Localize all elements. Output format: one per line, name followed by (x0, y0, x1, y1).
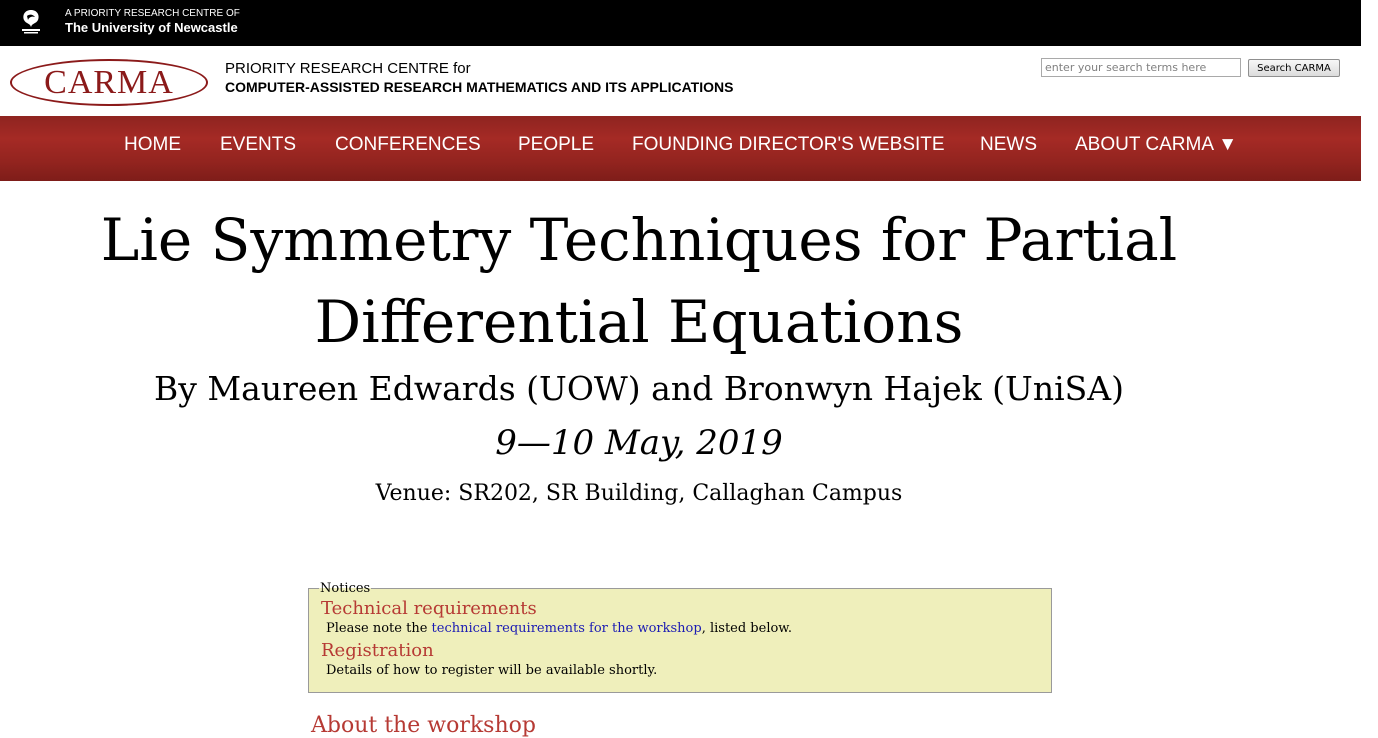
about-workshop-heading: About the workshop (311, 713, 536, 738)
nav-item-news[interactable]: NEWS (980, 134, 1037, 155)
search-input[interactable] (1041, 58, 1241, 77)
search-carma-button[interactable]: Search CARMA (1248, 59, 1340, 77)
top-bar (0, 0, 1361, 46)
presenters-byline: By Maureen Edwards (UOW) and Bronwyn Hajek (UniSA) (154, 369, 1124, 408)
notices-box (308, 581, 1052, 693)
centre-full-name: COMPUTER-ASSISTED RESEARCH MATHEMATICS AND ITS APPLICATIONS (225, 79, 734, 95)
notice-text-registration: Details of how to register will be available shortly. (326, 663, 658, 678)
page-title: Lie Symmetry Techniques for Partial Differential Equations (100, 206, 1178, 356)
event-venue: Venue: SR202, SR Building, Callaghan Campus (375, 481, 903, 506)
event-date: 9—10 May, 2019 (495, 423, 783, 463)
notice-text-after: , listed below. (701, 621, 793, 636)
university-name-link[interactable]: The University of Newcastle (65, 20, 238, 35)
site-header (0, 46, 1361, 116)
notice-text-before: Please note the (326, 621, 432, 636)
notice-heading-technical: Technical requirements (321, 598, 537, 619)
carma-logo[interactable] (10, 59, 208, 106)
notice-heading-registration: Registration (321, 640, 434, 661)
nav-item-conferences[interactable]: CONFERENCES (335, 134, 481, 155)
main-navigation (0, 116, 1361, 181)
priority-centre-caption: A PRIORITY RESEARCH CENTRE OF (65, 8, 240, 19)
nav-item-home[interactable]: HOME (124, 134, 181, 155)
notices-legend: Notices (320, 581, 371, 596)
nav-item-people[interactable]: PEOPLE (518, 134, 595, 155)
nav-item-events[interactable]: EVENTS (220, 134, 297, 155)
nav-item-founding-director-website[interactable]: FOUNDING DIRECTOR'S WEBSITE (632, 134, 945, 155)
centre-tagline: PRIORITY RESEARCH CENTRE for (225, 60, 471, 77)
notice-text-technical (326, 620, 1039, 638)
university-crest-icon[interactable] (16, 7, 46, 37)
nav-item-about-carma[interactable]: ABOUT CARMA ▼ (1075, 134, 1238, 155)
technical-requirements-link[interactable]: technical requirements for the workshop (431, 621, 702, 636)
carma-logo-text: CARMA (44, 63, 174, 101)
